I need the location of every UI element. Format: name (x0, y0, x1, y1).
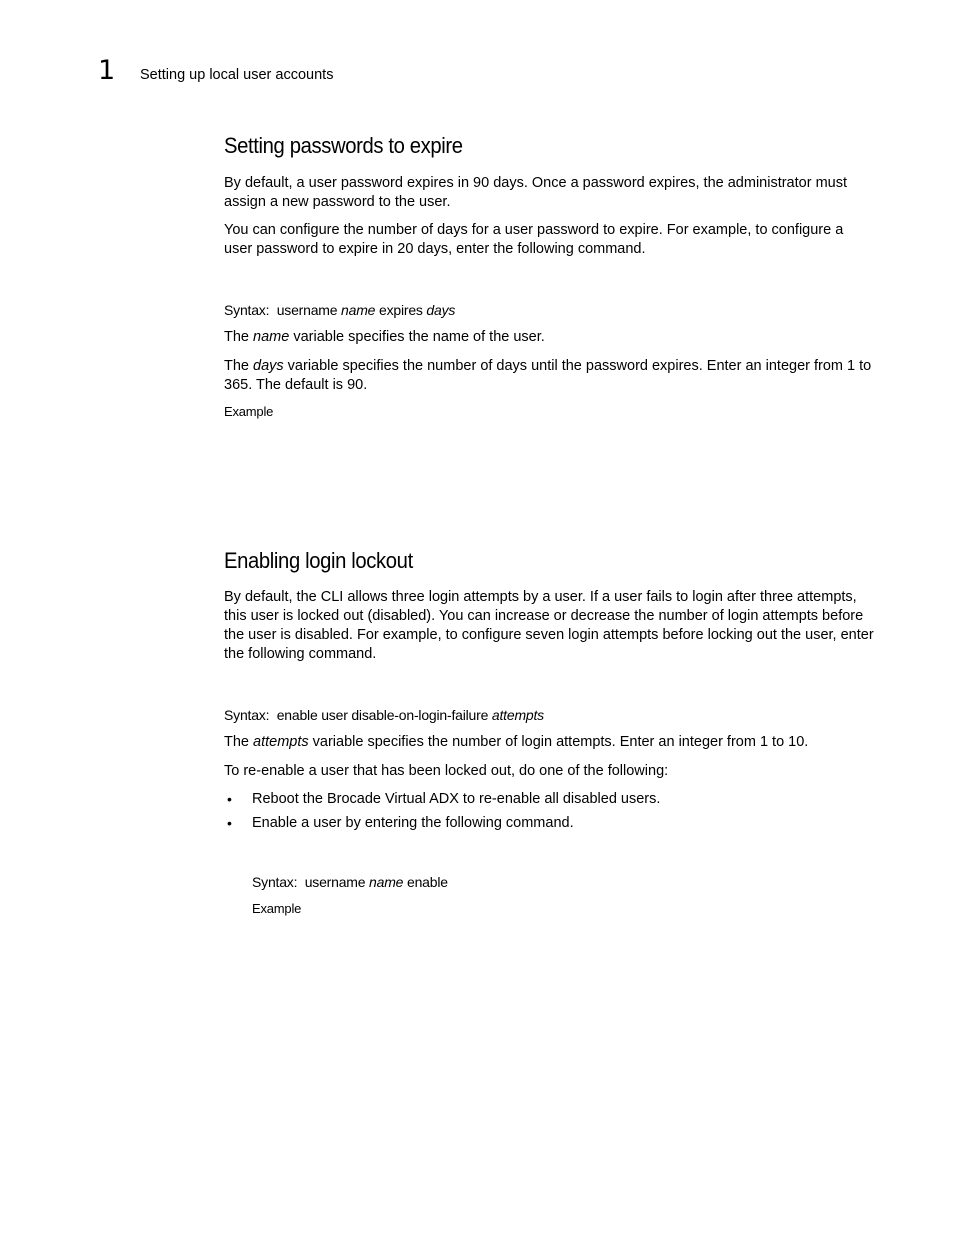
paragraph (224, 733, 874, 752)
paragraph: By default, a user password expires in 90 days. Once a password expires, the administrator must assign a new password to the user. (224, 175, 847, 210)
bullet-icon: • (227, 815, 232, 831)
text: The (224, 329, 254, 345)
section-login-lockout (224, 548, 874, 574)
list-item (224, 790, 874, 809)
syntax-command: enable user disable-on-login-failure (276, 707, 489, 723)
syntax-line (224, 301, 874, 319)
syntax-command: enable (406, 874, 448, 890)
chapter-title: Setting up local user accounts (140, 67, 334, 83)
list-item (224, 814, 874, 833)
section1-body (224, 174, 874, 212)
paragraph: To re-enable a user that has been locked out, do one of the following: (224, 763, 669, 779)
syntax-variable: name (369, 874, 404, 890)
syntax-command: username (304, 874, 366, 890)
chapter-number: 1 (98, 55, 116, 86)
syntax-variable: attempts (491, 707, 544, 723)
variable-name: days (253, 358, 284, 374)
syntax-command: username (276, 302, 338, 318)
days-description (224, 357, 874, 395)
text: The (224, 358, 254, 374)
section-heading: Setting passwords to expire (224, 133, 463, 158)
list-item-text: Reboot the Brocade Virtual ADX to re-enable all disabled users. (252, 791, 661, 807)
section-heading: Enabling login lockout (224, 548, 413, 573)
section2-body (224, 588, 874, 664)
syntax-line (252, 873, 852, 891)
variable-name: attempts (253, 734, 309, 750)
bullet-list (224, 790, 874, 833)
name-description (224, 328, 874, 347)
list-item-text: Enable a user by entering the following command. (252, 815, 574, 831)
text: The (224, 734, 254, 750)
paragraph: You can configure the number of days for a user password to expire. For example, to configure a user password to expire in 20 days, enter the following command. (224, 222, 844, 257)
section1-body-2 (224, 221, 874, 259)
attempts-description (224, 733, 874, 752)
paragraph (224, 328, 874, 347)
syntax-line (224, 706, 874, 724)
section-password-expire (224, 133, 874, 159)
syntax-label: Syntax: (252, 874, 298, 890)
syntax-command: expires (378, 302, 423, 318)
bullet-icon: • (227, 791, 232, 807)
syntax-label: Syntax: (224, 707, 270, 723)
variable-name: name (253, 329, 290, 345)
syntax-label: Syntax: (224, 302, 270, 318)
syntax-variable: name (341, 302, 376, 318)
text: variable specifies the number of login attempts. Enter an integer from 1 to 10. (308, 734, 809, 750)
example-label: Example (224, 404, 274, 419)
reenable-intro (224, 762, 874, 781)
paragraph: By default, the CLI allows three login attempts by a user. If a user fails to login after three attempts, this user is locked out (disabled). You can increase or decrease the number of login attempts before the user is disabled. For example, to configure seven login attempts before locking out the user, enter the following command. (224, 589, 874, 662)
text: variable specifies the name of the user. (289, 329, 545, 345)
syntax-variable: days (426, 302, 456, 318)
paragraph (224, 357, 874, 395)
example-label: Example (252, 901, 302, 916)
text: variable specifies the number of days until the password expires. Enter an integer from 1 to 365. The default is 90. (224, 358, 872, 393)
options-list (224, 790, 874, 833)
